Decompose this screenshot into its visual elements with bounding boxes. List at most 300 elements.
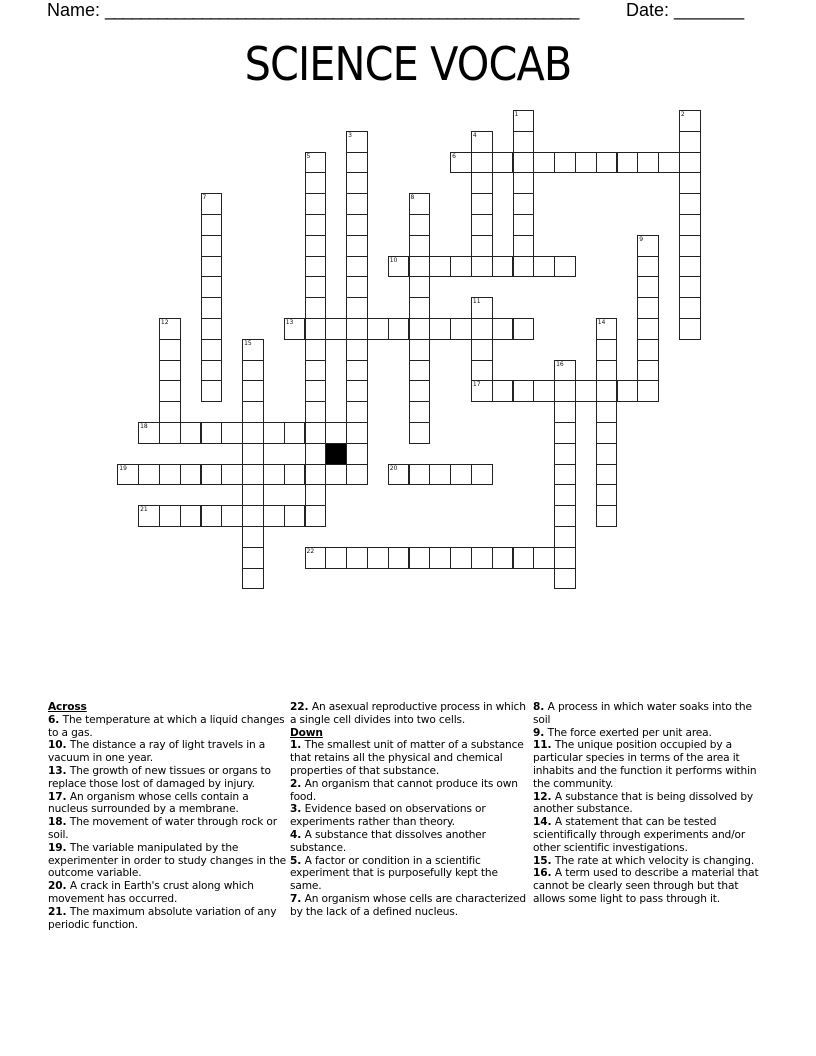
crossword-cell[interactable] [471, 152, 493, 174]
clue-number-dot: . [62, 905, 70, 918]
crossword-cell[interactable] [554, 505, 576, 527]
crossword-cell[interactable] [201, 505, 223, 527]
crossword-cell[interactable] [575, 152, 597, 174]
crossword-cell[interactable] [679, 193, 701, 215]
crossword-cell[interactable] [513, 152, 535, 174]
crossword-cell[interactable] [159, 401, 181, 423]
clue-number-label: 22 [306, 547, 315, 555]
crossword-cell[interactable] [305, 276, 327, 298]
crossword-cell[interactable] [242, 568, 264, 590]
crossword-cell[interactable] [409, 401, 431, 423]
crossword-cell[interactable] [409, 464, 431, 486]
crossword-cell[interactable] [346, 297, 368, 319]
crossword-cell[interactable] [284, 505, 306, 527]
clue-number: 11 [533, 739, 548, 752]
clue-text: The growth of new tissues or organs to replace those lost of damaged by injury. [48, 764, 271, 790]
crossword-cell[interactable] [409, 297, 431, 319]
crossword-cell[interactable] [409, 380, 431, 402]
crossword-cell[interactable] [346, 464, 368, 486]
crossword-cell[interactable] [596, 380, 618, 402]
crossword-cell[interactable] [429, 256, 451, 278]
crossword-cell[interactable] [346, 193, 368, 215]
crossword-cell[interactable] [533, 380, 555, 402]
crossword-cell[interactable] [617, 152, 639, 174]
crossword-cell[interactable] [513, 380, 535, 402]
clue-text: An organism whose cells contain a nucleus surrounded by a membrane. [48, 790, 249, 816]
crossword-cell[interactable] [242, 526, 264, 548]
crossword-cell[interactable] [596, 443, 618, 465]
crossword-cell[interactable] [305, 256, 327, 278]
crossword-cell[interactable] [596, 484, 618, 506]
crossword-cell[interactable] [305, 152, 327, 174]
clue-text: A substance that is being dissolved by another substance. [533, 790, 754, 816]
clue-number: 10 [48, 739, 63, 752]
clue-number: 3 [290, 803, 298, 816]
crossword-cell[interactable] [180, 464, 202, 486]
crossword-cell[interactable] [554, 401, 576, 423]
down-clue [533, 727, 771, 740]
crossword-cell[interactable] [346, 401, 368, 423]
crossword-cell[interactable] [637, 318, 659, 340]
crossword-cell[interactable] [409, 193, 431, 215]
date-label: Date: [626, 0, 670, 20]
crossword-cell[interactable] [305, 464, 327, 486]
crossword-cell[interactable] [513, 110, 535, 132]
crossword-cell[interactable] [159, 380, 181, 402]
crossword-cell[interactable] [242, 380, 264, 402]
crossword-cell[interactable] [471, 131, 493, 153]
crossword-cell[interactable] [346, 422, 368, 444]
crossword-cell[interactable] [242, 360, 264, 382]
crossword-cell[interactable] [471, 360, 493, 382]
clue-number-dot: . [540, 726, 548, 739]
down-clue [290, 893, 528, 919]
crossword-cell[interactable] [679, 214, 701, 236]
crossword-cell[interactable] [554, 526, 576, 548]
crossword-cell[interactable] [637, 380, 659, 402]
clue-text: The rate at which velocity is changing. [554, 854, 755, 867]
crossword-cell[interactable] [409, 318, 431, 340]
clue-number: 21 [48, 905, 63, 918]
clue-number: 4 [290, 828, 298, 841]
crossword-cell[interactable] [201, 256, 223, 278]
clue-number-dot: . [297, 892, 305, 905]
crossword-cell[interactable] [221, 422, 243, 444]
crossword-cell[interactable] [471, 380, 493, 402]
crossword-cell[interactable] [305, 547, 327, 569]
clue-number-dot: . [55, 713, 63, 726]
crossword-cell[interactable] [492, 152, 514, 174]
clue-text: A statement that can be tested scientifically through experiments and/or other scientific investigations. [533, 816, 746, 854]
crossword-cell[interactable] [679, 256, 701, 278]
crossword-cell[interactable] [637, 339, 659, 361]
across-clue [48, 739, 286, 765]
crossword-cell[interactable] [201, 339, 223, 361]
crossword-cell[interactable] [450, 547, 472, 569]
clues-column [48, 701, 286, 931]
crossword-cell[interactable] [346, 131, 368, 153]
crossword-cell[interactable] [346, 443, 368, 465]
crossword-cell[interactable] [263, 422, 285, 444]
crossword-cell[interactable] [596, 401, 618, 423]
crossword-cell[interactable] [221, 505, 243, 527]
clue-text: A term used to describe a material that cannot be clearly seen through but that allows some light to pass through it. [533, 867, 759, 905]
clue-number: 12 [533, 790, 548, 803]
crossword-cell[interactable] [242, 484, 264, 506]
clues-column [290, 701, 528, 919]
clue-number: 16 [533, 867, 548, 880]
crossword-cell[interactable] [554, 484, 576, 506]
crossword-cell[interactable] [117, 464, 139, 486]
name-label: Name: [47, 0, 101, 20]
clue-number-dot: . [62, 739, 70, 752]
crossword-cell[interactable] [533, 256, 555, 278]
crossword-cell[interactable] [471, 235, 493, 257]
crossword-cell[interactable] [429, 464, 451, 486]
clue-text: An organism that cannot produce its own food. [290, 777, 518, 803]
crossword-cell[interactable] [201, 297, 223, 319]
crossword-cell[interactable] [409, 360, 431, 382]
crossword-cell[interactable] [471, 172, 493, 194]
clue-number-dot: . [297, 739, 305, 752]
name-blank[interactable]: ______________________________________________________ [105, 0, 579, 20]
crossword-cell[interactable] [596, 318, 618, 340]
clue-number: 7 [290, 892, 298, 905]
crossword-cell[interactable] [450, 464, 472, 486]
crossword-cell[interactable] [554, 380, 576, 402]
clue-number: 2 [290, 777, 298, 790]
crossword-cell[interactable] [409, 214, 431, 236]
crossword-cell[interactable] [637, 276, 659, 298]
crossword-cell[interactable] [471, 297, 493, 319]
crossword-cell[interactable] [409, 339, 431, 361]
across-clue [48, 816, 286, 842]
crossword-cell[interactable] [180, 505, 202, 527]
clue-number-dot: . [547, 790, 555, 803]
clue-text: Evidence based on observations or experiments rather than theory. [290, 803, 486, 829]
crossword-cell[interactable] [637, 256, 659, 278]
crossword-cell[interactable] [575, 380, 597, 402]
across-clue [48, 842, 286, 880]
across-heading: Across [48, 701, 87, 713]
crossword-cell[interactable] [596, 152, 618, 174]
crossword-cell[interactable] [471, 193, 493, 215]
crossword-cell[interactable] [409, 276, 431, 298]
clue-number-label: 13 [285, 319, 294, 326]
crossword-cell[interactable] [346, 339, 368, 361]
crossword-cell[interactable] [679, 110, 701, 132]
crossword-cell[interactable] [305, 235, 327, 257]
crossword-cell[interactable] [346, 547, 368, 569]
crossword-cell[interactable] [388, 256, 410, 278]
crossword-cell[interactable] [450, 152, 472, 174]
crossword-cell[interactable] [201, 464, 223, 486]
crossword-cell[interactable] [325, 318, 347, 340]
clue-number-label: 21 [140, 506, 148, 514]
crossword-cell[interactable] [492, 547, 514, 569]
clue-number-label: 1 [514, 111, 519, 118]
crossword-cell[interactable] [554, 568, 576, 590]
crossword-cell[interactable] [637, 235, 659, 257]
crossword-cell[interactable] [513, 131, 535, 153]
crossword-cell[interactable] [429, 547, 451, 569]
crossword-cell[interactable] [513, 547, 535, 569]
crossword-cell[interactable] [554, 152, 576, 174]
crossword-cell[interactable] [325, 547, 347, 569]
crossword-cell[interactable] [637, 297, 659, 319]
crossword-cell[interactable] [513, 193, 535, 215]
crossword-cell[interactable] [201, 235, 223, 257]
crossword-cell[interactable] [409, 256, 431, 278]
crossword-cell[interactable] [471, 339, 493, 361]
crossword-cell[interactable] [513, 256, 535, 278]
crossword-cell[interactable] [637, 152, 659, 174]
clue-number: 8 [533, 701, 541, 713]
crossword-cell[interactable] [305, 172, 327, 194]
down-clue [533, 867, 771, 905]
crossword-cell[interactable] [513, 172, 535, 194]
clue-number-label: 5 [306, 152, 311, 160]
crossword-cell[interactable] [284, 464, 306, 486]
crossword-cell[interactable] [388, 547, 410, 569]
crossword-cell[interactable] [159, 422, 181, 444]
clue-number-label: 11 [472, 298, 481, 306]
crossword-cell[interactable] [533, 152, 555, 174]
crossword-cell[interactable] [492, 256, 514, 278]
crossword-cell[interactable] [305, 401, 327, 423]
crossword-cell[interactable] [679, 276, 701, 298]
clue-number-dot: . [297, 803, 305, 816]
crossword-cell[interactable] [201, 214, 223, 236]
crossword-cell[interactable] [450, 318, 472, 340]
down-clue [533, 739, 771, 790]
clue-number: 5 [290, 854, 298, 867]
clue-text: The distance a ray of light travels in a vacuum in one year. [48, 739, 266, 765]
crossword-cell[interactable] [388, 318, 410, 340]
crossword-cell[interactable] [242, 443, 264, 465]
clue-number-dot: . [547, 816, 555, 829]
crossword-cell[interactable] [554, 547, 576, 569]
clue-number: 20 [48, 880, 63, 893]
crossword-cell[interactable] [305, 505, 327, 527]
down-clue [533, 855, 771, 868]
crossword-cell[interactable] [159, 505, 181, 527]
clue-text: The movement of water through rock or soil. [48, 816, 277, 841]
crossword-cell[interactable] [513, 214, 535, 236]
clue-number: 6 [48, 713, 56, 726]
crossword-cell[interactable] [201, 360, 223, 382]
crossword-cell[interactable] [346, 276, 368, 298]
crossword-cell[interactable] [596, 505, 618, 527]
clue-number-label: 2 [680, 111, 685, 118]
date-blank[interactable]: _______ [674, 0, 745, 20]
crossword-cell[interactable] [284, 318, 306, 340]
crossword-cell[interactable] [409, 422, 431, 444]
crossword-cell[interactable] [471, 214, 493, 236]
crossword-cell[interactable] [325, 422, 347, 444]
crossword-cell[interactable] [305, 214, 327, 236]
crossword-cell[interactable] [346, 235, 368, 257]
crossword-cell[interactable] [201, 193, 223, 215]
crossword-cell[interactable] [554, 443, 576, 465]
crossword-cell[interactable] [284, 422, 306, 444]
clue-number-label: 9 [639, 235, 644, 243]
crossword-cell[interactable] [305, 443, 327, 465]
clues-column [533, 701, 771, 906]
crossword-cell[interactable] [138, 464, 160, 486]
crossword-cell[interactable] [554, 422, 576, 444]
crossword-cell[interactable] [138, 505, 160, 527]
clue-text: A substance that dissolves another substance. [290, 828, 486, 854]
crossword-cell[interactable] [492, 318, 514, 340]
crossword-cell[interactable] [554, 360, 576, 382]
crossword-cell[interactable] [679, 131, 701, 153]
crossword-cell[interactable] [596, 339, 618, 361]
crossword-cell[interactable] [201, 276, 223, 298]
clue-text: A factor or condition in a scientific experiment that is purposefully kept the same. [290, 854, 498, 893]
crossword-cell[interactable] [159, 318, 181, 340]
black-cell [325, 443, 347, 465]
crossword-cell[interactable] [305, 484, 327, 506]
down-clue [290, 803, 528, 829]
clue-number-dot: . [297, 777, 305, 790]
crossword-cell[interactable] [242, 401, 264, 423]
clue-number-dot: . [547, 739, 555, 752]
clue-number-dot: . [62, 790, 70, 803]
crossword-cell[interactable] [242, 339, 264, 361]
crossword-cell[interactable] [305, 193, 327, 215]
clue-number-label: 6 [452, 152, 456, 160]
crossword-cell[interactable] [305, 318, 327, 340]
clue-text: The temperature at which a liquid changes to a gas. [48, 713, 285, 739]
clue-number-dot: . [304, 701, 312, 713]
crossword-cell[interactable] [346, 318, 368, 340]
crossword-cell[interactable] [346, 256, 368, 278]
clue-number-dot: . [62, 841, 70, 854]
crossword-cell[interactable] [367, 318, 389, 340]
crossword-cell[interactable] [679, 235, 701, 257]
crossword-cell[interactable] [263, 505, 285, 527]
clue-number-dot: . [297, 854, 305, 867]
crossword-cell[interactable] [346, 172, 368, 194]
clue-number-label: 7 [202, 194, 207, 202]
clue-number-label: 14 [597, 319, 606, 326]
crossword-cell[interactable] [637, 360, 659, 382]
clue-text: The maximum absolute variation of any periodic function. [48, 905, 277, 931]
crossword-cell[interactable] [679, 318, 701, 340]
crossword-cell[interactable] [346, 152, 368, 174]
clue-text: The smallest unit of matter of a substance that retains all the physical and chemical properties of that substance. [290, 739, 524, 777]
clue-number-label: 12 [160, 319, 169, 326]
crossword-cell[interactable] [513, 318, 535, 340]
crossword-cell[interactable] [367, 547, 389, 569]
crossword-cell[interactable] [429, 318, 451, 340]
across-clue [48, 765, 286, 791]
crossword-cell[interactable] [242, 505, 264, 527]
crossword-cell[interactable] [242, 464, 264, 486]
crossword-cell[interactable] [492, 380, 514, 402]
crossword-cell[interactable] [450, 256, 472, 278]
crossword-cell[interactable] [388, 464, 410, 486]
clue-number: 17 [48, 790, 63, 803]
crossword-cell[interactable] [221, 464, 243, 486]
crossword-cell[interactable] [242, 422, 264, 444]
clue-text: The force exerted per unit area. [547, 726, 712, 739]
crossword-cell[interactable] [554, 464, 576, 486]
crossword-cell[interactable] [533, 547, 555, 569]
crossword-cell[interactable] [242, 547, 264, 569]
clue-number: 18 [48, 816, 63, 829]
down-clue [290, 739, 528, 777]
down-clue [533, 816, 771, 854]
clue-number: 22 [290, 701, 305, 713]
crossword-cell[interactable] [679, 152, 701, 174]
crossword-cell[interactable] [471, 547, 493, 569]
crossword-cell[interactable] [305, 339, 327, 361]
crossword-cell[interactable] [159, 464, 181, 486]
crossword-cell[interactable] [159, 360, 181, 382]
crossword-cell[interactable] [471, 318, 493, 340]
crossword-cell[interactable] [346, 360, 368, 382]
crossword-cell[interactable] [201, 318, 223, 340]
crossword-cell[interactable] [596, 422, 618, 444]
crossword-cell[interactable] [305, 360, 327, 382]
crossword-cell[interactable] [263, 464, 285, 486]
clue-number-label: 20 [389, 464, 398, 472]
crossword-cell[interactable] [679, 172, 701, 194]
crossword-cell[interactable] [346, 380, 368, 402]
crossword-cell[interactable] [658, 152, 680, 174]
crossword-cell[interactable] [305, 297, 327, 319]
crossword-cell[interactable] [305, 422, 327, 444]
crossword-cell[interactable] [554, 256, 576, 278]
clue-number: 15 [533, 854, 548, 867]
crossword-cell[interactable] [201, 422, 223, 444]
crossword-cell[interactable] [159, 339, 181, 361]
down-clue [533, 791, 771, 817]
crossword-cell[interactable] [471, 256, 493, 278]
across-clue [48, 714, 286, 740]
crossword-cell[interactable] [596, 464, 618, 486]
crossword-cell[interactable] [471, 464, 493, 486]
crossword-cell[interactable] [409, 547, 431, 569]
crossword-cell[interactable] [325, 464, 347, 486]
clue-number-dot: . [547, 867, 555, 880]
crossword-cell[interactable] [596, 360, 618, 382]
clue-number-dot: . [62, 816, 70, 829]
clue-text: An asexual reproductive process in which a single cell divides into two cells. [290, 701, 526, 726]
clue-number-dot: . [540, 701, 548, 713]
clue-number-dot: . [62, 880, 70, 893]
crossword-cell[interactable] [617, 380, 639, 402]
crossword-cell[interactable] [409, 235, 431, 257]
crossword-cell[interactable] [346, 214, 368, 236]
across-clue [48, 906, 286, 932]
crossword-cell[interactable] [513, 235, 535, 257]
down-clue [290, 829, 528, 855]
crossword-cell[interactable] [201, 380, 223, 402]
clue-number-dot: . [547, 854, 555, 867]
clue-number-label: 17 [472, 381, 481, 389]
clue-number-label: 19 [119, 464, 127, 472]
crossword-cell[interactable] [138, 422, 160, 444]
clue-number: 1 [290, 739, 298, 752]
crossword-cell[interactable] [180, 422, 202, 444]
across-clue [48, 880, 286, 906]
crossword-cell[interactable] [679, 297, 701, 319]
down-clue [533, 701, 771, 727]
crossword-cell[interactable] [305, 380, 327, 402]
